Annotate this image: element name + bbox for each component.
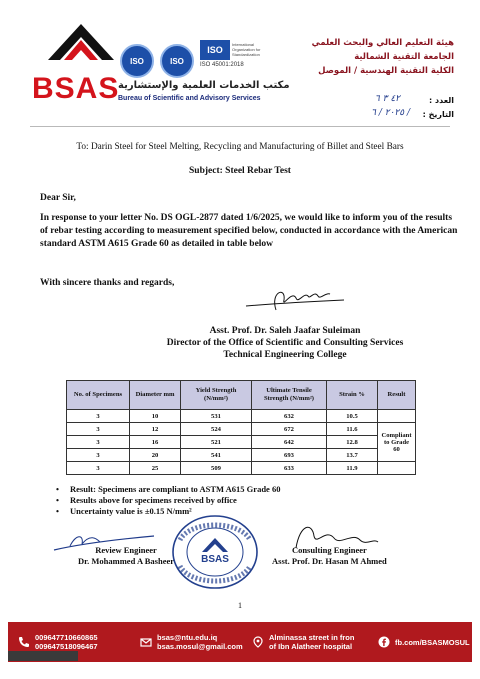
- note-item: • Results above for specimens received by office: [56, 495, 416, 506]
- footer-dark-strip: [8, 651, 78, 661]
- table-row: [67, 462, 416, 475]
- subject-line: Subject: Steel Rebar Test: [189, 166, 291, 176]
- iso-badge-3: ISO: [200, 40, 230, 60]
- cell-yield: 521: [181, 436, 252, 449]
- cell-yield: 541: [181, 449, 252, 462]
- cell-specimens: 3: [67, 462, 130, 475]
- signer-block: [120, 325, 450, 361]
- cell-diameter: 10: [130, 410, 181, 423]
- review-engineer-block: [78, 545, 174, 567]
- iso-caption: International Organization for Standardization: [232, 42, 261, 57]
- closing-regards: With sincere thanks and regards,: [40, 278, 175, 288]
- table-row: [67, 436, 416, 449]
- footer-facebook: [378, 622, 470, 662]
- review-name: Dr. Mohammed A Basheer: [78, 556, 175, 566]
- note-item: • Result: Specimens are compliant to ASTM A615 Grade 60: [56, 484, 416, 495]
- footer-phone-1: 009647710660865: [35, 633, 98, 642]
- header-diameter: Diameter mm: [130, 381, 181, 410]
- salutation: Dear Sir,: [40, 193, 76, 203]
- footer-address-2: of Ibn Alatheer hospital: [269, 642, 353, 651]
- cell-result: Compliant to Grade 60: [378, 423, 416, 462]
- cell-yield: 531: [181, 410, 252, 423]
- review-title: Review Engineer: [95, 545, 157, 555]
- official-stamp-icon: [170, 512, 260, 592]
- logo-text: BSAS: [32, 72, 120, 105]
- table-row: [67, 423, 416, 436]
- director-signature: [240, 282, 350, 318]
- header-tensile: Ultimate Tensile Strength (N/mm²): [252, 381, 327, 410]
- phone-icon: [18, 636, 30, 648]
- cell-strain: 13.7: [327, 449, 378, 462]
- footer-emails: [140, 622, 243, 662]
- signer-name: Asst. Prof. Dr. Saleh Jaafar Suleiman: [209, 326, 361, 336]
- cell-diameter: 12: [130, 423, 181, 436]
- ministry-heading: هيئة التعليم العالي والبحث العلمي: [311, 38, 454, 48]
- header-specimens: No. of Specimens: [67, 381, 130, 410]
- cell-tensile: 693: [252, 449, 327, 462]
- cell-tensile: 632: [252, 410, 327, 423]
- recipient-line: To: Darin Steel for Steel Melting, Recycling and Manufacturing of Billet and Steel Bars: [76, 142, 404, 152]
- location-pin-icon: [252, 636, 264, 648]
- cell-result-empty: [378, 462, 416, 475]
- footer-address: [252, 622, 354, 662]
- consulting-title: Consulting Engineer: [291, 545, 367, 555]
- footer-email-2: bsas.mosul@gmail.com: [157, 642, 243, 651]
- date-label: التاريخ :: [422, 110, 454, 119]
- footer-email-1: bsas@ntu.edu.iq: [157, 633, 218, 642]
- university-heading: الجامعة التقنية الشمالية: [354, 52, 454, 62]
- cell-result-empty: [378, 410, 416, 423]
- number-label: العدد :: [429, 96, 454, 105]
- footer-phone-2: 009647518096467: [35, 642, 98, 651]
- college-heading: الكلية التقنية الهندسية / الموصل: [318, 66, 454, 76]
- iso-badge-2: ISO: [160, 44, 194, 78]
- footer-address-1: Alminassa street in fron: [269, 633, 355, 642]
- logo-roof-icon: [46, 20, 116, 70]
- table-row: [67, 410, 416, 423]
- cell-specimens: 3: [67, 423, 130, 436]
- cell-yield: 524: [181, 423, 252, 436]
- svg-text:BSAS: BSAS: [201, 554, 229, 565]
- cell-specimens: 3: [67, 449, 130, 462]
- signer-college: Technical Engineering College: [223, 350, 347, 360]
- cell-tensile: 672: [252, 423, 327, 436]
- consulting-engineer-block: [272, 545, 387, 567]
- header-result: Result: [378, 381, 416, 410]
- cell-tensile: 642: [252, 436, 327, 449]
- cell-strain: 10.5: [327, 410, 378, 423]
- footer-facebook-link: fb.com/BSASMOSUL: [395, 637, 470, 647]
- cell-strain: 11.9: [327, 462, 378, 475]
- cell-diameter: 20: [130, 449, 181, 462]
- note-item: • Uncertainty value is ±0.15 N/mm²: [56, 506, 416, 517]
- office-name-arabic: مكتب الخدمات العلمية والإستشارية: [118, 80, 290, 91]
- cell-strain: 11.6: [327, 423, 378, 436]
- number-value: ٤٢ ٣ ٦: [374, 94, 400, 104]
- cell-strain: 12.8: [327, 436, 378, 449]
- page-number: 1: [238, 601, 242, 610]
- cell-diameter: 16: [130, 436, 181, 449]
- header-strain: Strain %: [327, 381, 378, 410]
- cell-tensile: 633: [252, 462, 327, 475]
- table-row: [67, 449, 416, 462]
- signer-title: Director of the Office of Scientific and Consulting Services: [166, 338, 404, 348]
- cell-yield: 509: [181, 462, 252, 475]
- header-divider: [30, 126, 450, 127]
- cell-diameter: 25: [130, 462, 181, 475]
- iso-standard-code: ISO 45001:2018: [200, 62, 244, 68]
- facebook-icon: [378, 636, 390, 648]
- cell-specimens: 3: [67, 410, 130, 423]
- header-yield: Yield Strength (N/mm²): [181, 381, 252, 410]
- iso-badge-1: ISO: [120, 44, 154, 78]
- office-name-english: Bureau of Scientific and Advisory Services: [118, 95, 261, 102]
- consulting-name: Asst. Prof. Dr. Hasan M Ahmed: [272, 556, 387, 566]
- cell-specimens: 3: [67, 436, 130, 449]
- table-header-row: [67, 381, 416, 410]
- body-paragraph: In response to your letter No. DS OGL-2877 dated 1/6/2025, we would like to inform you of the results of rebar testing according to measurement specified below, conducted in accordance with the American standard ASTM A615 Grade 60 as detailed in table below: [40, 213, 458, 249]
- date-value: ٢٠٢٥ / ٦ /: [371, 108, 410, 118]
- results-table: [66, 380, 416, 475]
- mail-icon: [140, 636, 152, 648]
